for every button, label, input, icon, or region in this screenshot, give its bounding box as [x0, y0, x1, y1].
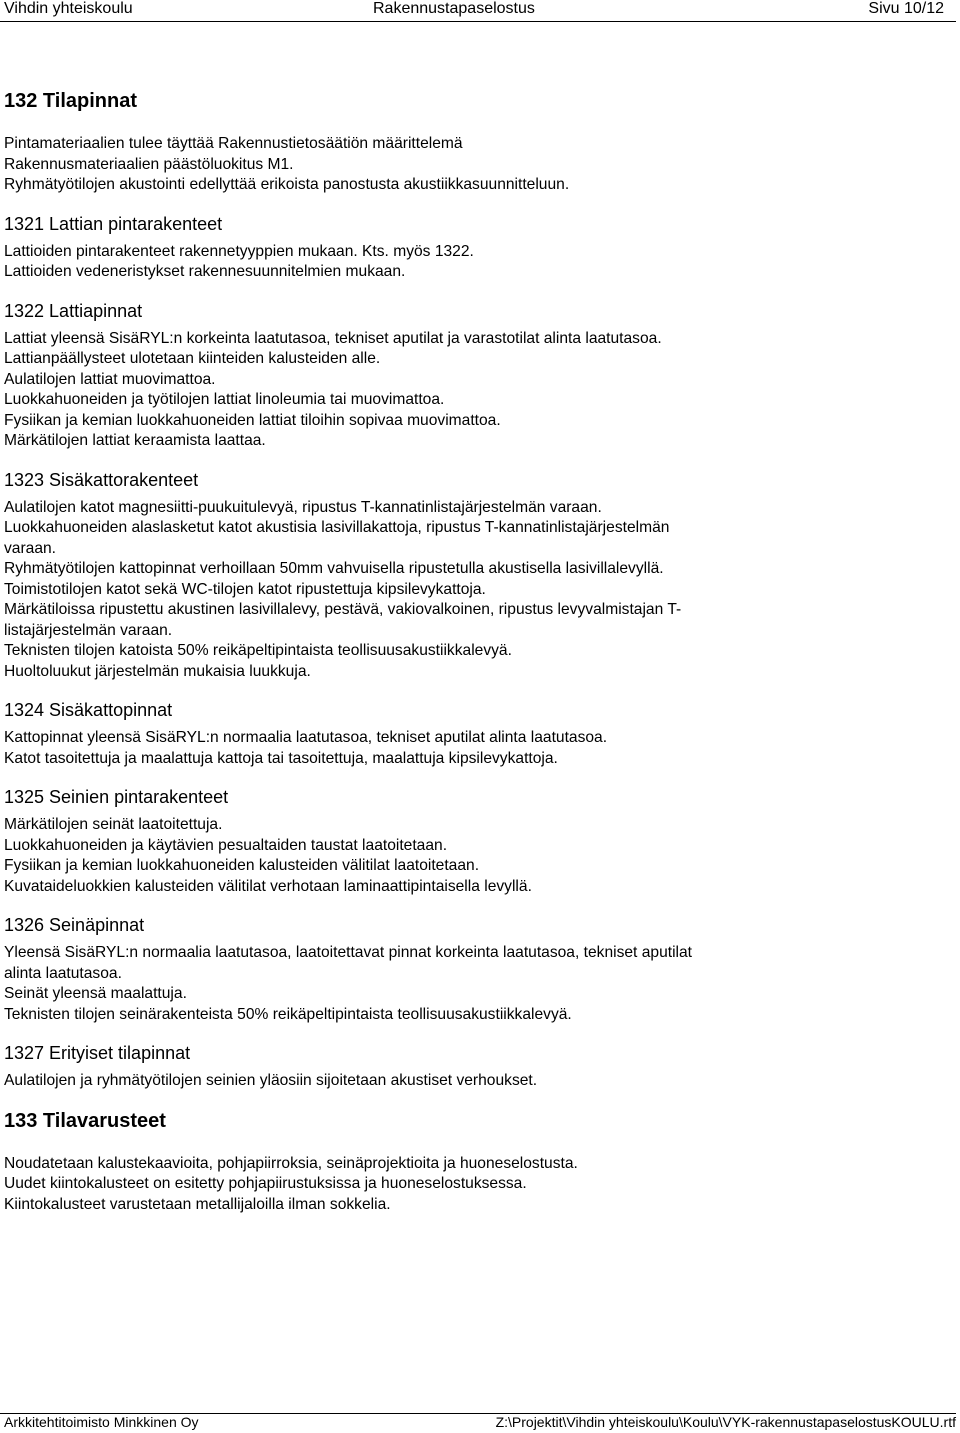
body-text-line: Kuvataideluokkien kalusteiden välitilat verhotaan laminaattipintaisella levyllä.: [4, 877, 532, 895]
body-text-line: Luokkahuoneiden ja käytävien pesualtaiden taustat laatoitetaan.: [4, 836, 448, 854]
document-section: [4, 469, 944, 683]
header-school-name: Vihdin yhteiskoulu: [4, 0, 133, 17]
section-heading: 132 Tilapinnat: [4, 90, 138, 112]
section-heading: 1321 Lattian pintarakenteet: [4, 213, 223, 234]
document-body: [4, 89, 944, 1232]
body-text-line: Aulatilojen lattiat muovimattoa.: [4, 370, 216, 388]
body-text-line: Teknisten tilojen seinärakenteista 50% reikäpeltipintaista teollisuusakustiikkalevyä.: [4, 1005, 572, 1023]
document-section: [4, 1109, 944, 1216]
header-document-title: Rakennustapaselostus: [373, 0, 535, 17]
document-section: [4, 786, 944, 897]
body-text-line: Ryhmätyötilojen kattopinnat verhoillaan 50mm vahvuisella ripustetulla akustisella lasivillalevyllä.: [4, 560, 664, 577]
document-section: [4, 213, 944, 283]
body-text-line: Aulatilojen ja ryhmätyötilojen seinien yläosiin sijoitetaan akustiset verhoukset.: [4, 1072, 538, 1089]
section-heading: 1327 Erityiset tilapinnat: [4, 1043, 191, 1063]
body-text-line: Kiintokalusteet varustetaan metallijaloilla ilman sokkelia.: [4, 1195, 391, 1213]
section-heading: 1322 Lattiapinnat: [4, 300, 143, 321]
body-text-line: Noudatetaan kalustekaavioita, pohjapiirroksia, seinäprojektioita ja huoneselostusta.: [4, 1154, 578, 1172]
body-text-line: Märkätiloissa ripustettu akustinen lasivillalevy, pestävä, vakiovalkoinen, ripustus levyvalmistajan T-: [4, 601, 682, 618]
body-text-line: listajärjestelmän varaan.: [4, 621, 173, 639]
body-text-line: Fysiikan ja kemian luokkahuoneiden kalusteiden välitilat laatoitetaan.: [4, 857, 480, 874]
document-section: [4, 699, 944, 769]
body-text-line: Lattianpäällysteet ulotetaan kiinteiden kalusteiden alle.: [4, 350, 381, 367]
body-text-line: Teknisten tilojen katoista 50% reikäpeltipintaista teollisuusakustiikkalevyä.: [4, 642, 512, 659]
section-heading: 1325 Seinien pintarakenteet: [4, 787, 229, 807]
body-text-line: Seinät yleensä maalattuja.: [4, 985, 187, 1002]
body-text-line: Lattioiden vedeneristykset rakennesuunnitelmien mukaan.: [4, 263, 406, 280]
body-text-line: Luokkahuoneiden ja työtilojen lattiat linoleumia tai muovimattoa.: [4, 391, 445, 408]
header-divider: [0, 21, 956, 22]
page-footer: [0, 1413, 960, 1433]
body-text-line: Pintamateriaalien tulee täyttää Rakennustietosäätiön määrittelemä: [4, 135, 463, 152]
body-text-line: Huoltoluukut järjestelmän mukaisia luukkuja.: [4, 662, 311, 680]
body-text-line: Yleensä SisäRYL:n normaalia laatutasoa, laatoitettavat pinnat korkeinta laatutasoa, tekniset aputilat: [4, 944, 693, 961]
body-text-line: Märkätilojen lattiat keraamista laattaa.: [4, 432, 266, 449]
body-text-line: Fysiikan ja kemian luokkahuoneiden lattiat tiloihin sopivaa muovimattoa.: [4, 411, 501, 429]
section-heading: 1324 Sisäkattopinnat: [4, 700, 173, 720]
body-text-line: Aulatilojen katot magnesiitti-puukuitulevyä, ripustus T-kannatinlistajärjestelmän varaan.: [4, 498, 602, 516]
body-text-line: Lattioiden pintarakenteet rakennetyyppien mukaan. Kts. myös 1322.: [4, 242, 474, 260]
section-heading: 1323 Sisäkattorakenteet: [4, 469, 199, 490]
header-page-number: Sivu 10/12: [868, 0, 944, 17]
body-text-line: Lattiat yleensä SisäRYL:n korkeinta laatutasoa, tekniset aputilat ja varastotilat alinta laatutasoa.: [4, 329, 662, 347]
footer-company-name: Arkkitehtitoimisto Minkkinen Oy: [4, 1414, 199, 1430]
body-text-line: varaan.: [4, 539, 57, 557]
body-text-line: Märkätilojen seinät laatoitettuja.: [4, 816, 223, 833]
document-section: [4, 300, 944, 452]
body-text-line: Luokkahuoneiden alaslasketut katot akustisia lasivillakattoja, ripustus T-kannatinlistajärjestelmän: [4, 519, 670, 536]
footer-file-path: Z:\Projektit\Vihdin yhteiskoulu\Koulu\VYK-rakennustapaselostusKOULU.rtf: [495, 1414, 956, 1430]
body-text-line: Rakennusmateriaalien päästöluokitus M1.: [4, 155, 294, 173]
body-text-line: Katot tasoitettuja ja maalattuja kattoja tai tasoitettuja, maalattuja kipsilevykattoja.: [4, 749, 558, 767]
body-text-line: alinta laatutasoa.: [4, 964, 122, 982]
body-text-line: Toimistotilojen katot sekä WC-tilojen katot ripustettuja kipsilevykattoja.: [4, 580, 486, 598]
body-text-line: Kattopinnat yleensä SisäRYL:n normaalia laatutasoa, tekniset aputilat alinta laatutasoa.: [4, 729, 608, 746]
document-section: [4, 914, 944, 1025]
page-header: [0, 0, 960, 20]
section-heading: 1326 Seinäpinnat: [4, 915, 145, 935]
document-section: [4, 1042, 944, 1092]
body-text-line: Uudet kiintokalusteet on esitetty pohjapiirustuksissa ja huoneselostuksessa.: [4, 1175, 527, 1192]
document-section: [4, 89, 944, 196]
body-text-line: Ryhmätyötilojen akustointi edellyttää erikoista panostusta akustiikkasuunnitteluun.: [4, 176, 570, 193]
section-heading: 133 Tilavarusteet: [4, 1109, 166, 1132]
